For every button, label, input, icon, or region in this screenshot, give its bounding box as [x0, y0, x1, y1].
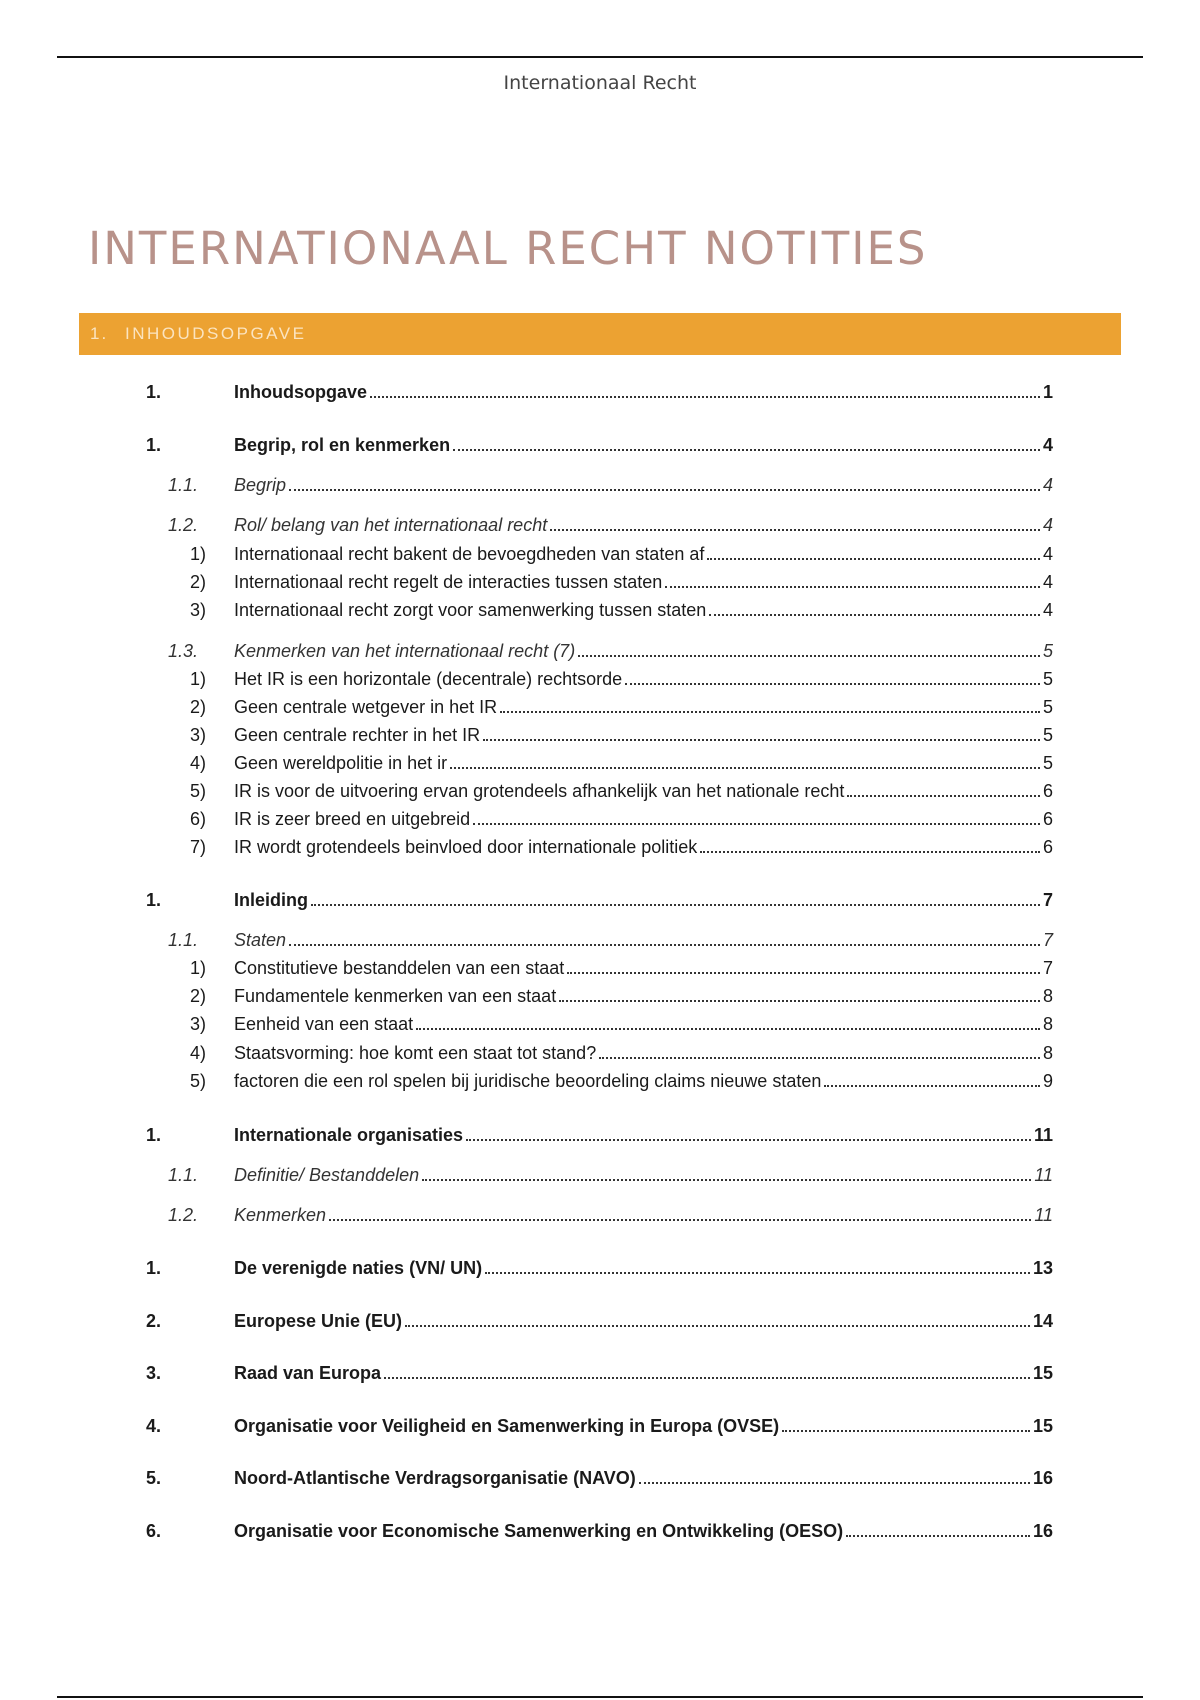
header-rule — [57, 56, 1143, 58]
toc-entry-page: 6 — [1042, 781, 1053, 801]
toc-entry-label: Definitie/ Bestanddelen — [234, 1165, 420, 1185]
toc-entry-label: Inhoudsopgave — [234, 382, 368, 402]
toc-entry-label: De verenigde naties (VN/ UN) — [234, 1258, 483, 1278]
toc-entry[interactable] — [146, 1257, 1053, 1279]
toc-dot-leader — [559, 1000, 1040, 1002]
toc-entry-page: 5 — [1042, 641, 1053, 661]
toc-dot-leader — [289, 489, 1040, 491]
toc-dot-leader — [665, 586, 1040, 588]
toc-dot-leader — [483, 739, 1040, 741]
toc-entry-page: 5 — [1042, 669, 1053, 689]
toc-entry-number: 1.2. — [168, 515, 199, 535]
toc-entry-number: 6. — [146, 1521, 162, 1541]
toc-entry[interactable] — [146, 1415, 1053, 1437]
toc-entry-label: Fundamentele kenmerken van een staat — [234, 986, 557, 1006]
toc-dot-leader — [370, 396, 1040, 398]
toc-entry-page: 4 — [1042, 475, 1053, 495]
toc-entry-number: 5) — [190, 1071, 207, 1091]
toc-entry[interactable] — [168, 1164, 1053, 1186]
toc-entry-label: IR is voor de uitvoering ervan grotendeels afhankelijk van het nationale recht — [234, 781, 845, 801]
toc-entry[interactable] — [190, 752, 1053, 774]
toc-entry[interactable] — [190, 571, 1053, 593]
toc-entry-page: 8 — [1042, 986, 1053, 1006]
toc-entry[interactable] — [190, 696, 1053, 718]
toc-entry-number: 1.2. — [168, 1205, 199, 1225]
toc-entry-number: 1.1. — [168, 1165, 199, 1185]
toc-entry[interactable] — [190, 1042, 1053, 1064]
toc-entry-number: 5. — [146, 1468, 162, 1488]
toc-entry-number: 2) — [190, 986, 207, 1006]
toc-dot-leader — [639, 1482, 1030, 1484]
running-header: Internationaal Recht — [503, 72, 697, 94]
toc-entry-number: 4. — [146, 1416, 162, 1436]
toc-entry[interactable] — [190, 836, 1053, 858]
toc-entry[interactable] — [146, 1310, 1053, 1332]
toc-entry-number: 4) — [190, 753, 207, 773]
toc-dot-leader — [384, 1377, 1030, 1379]
toc-entry[interactable] — [146, 1124, 1053, 1146]
toc-entry-label: IR is zeer breed en uitgebreid — [234, 809, 471, 829]
toc-dot-leader — [416, 1028, 1040, 1030]
toc-entry-number: 1. — [146, 890, 162, 910]
toc-entry-page: 4 — [1042, 435, 1053, 455]
toc-dot-leader — [707, 558, 1040, 560]
toc-entry-label: Internationaal recht bakent de bevoegdheden van staten af — [234, 544, 705, 564]
toc-dot-leader — [329, 1219, 1031, 1221]
toc-entry-page: 11 — [1033, 1125, 1053, 1145]
toc-entry-label: Organisatie voor Veiligheid en Samenwerking in Europa (OVSE) — [234, 1416, 780, 1436]
toc-entry-page: 7 — [1042, 930, 1053, 950]
toc-dot-leader — [709, 614, 1040, 616]
toc-entry-page: 5 — [1042, 753, 1053, 773]
toc-entry-number: 2. — [146, 1311, 162, 1331]
section-label: INHOUDSOPGAVE — [125, 324, 307, 343]
toc-entry-label: Raad van Europa — [234, 1363, 382, 1383]
toc-entry-page: 16 — [1032, 1521, 1053, 1541]
toc-dot-leader — [782, 1430, 1030, 1432]
toc-entry-number: 7) — [190, 837, 207, 857]
toc-entry-number: 1.3. — [168, 641, 199, 661]
toc-entry-label: Begrip — [234, 475, 287, 495]
toc-entry-number: 2) — [190, 697, 207, 717]
toc-entry-page: 11 — [1034, 1165, 1053, 1185]
toc-entry-label: Geen wereldpolitie in het ir — [234, 753, 448, 773]
toc-entry-page: 15 — [1032, 1363, 1053, 1383]
toc-dot-leader — [550, 529, 1040, 531]
toc-entry-label: Organisatie voor Economische Samenwerking en Ontwikkeling (OESO) — [234, 1521, 844, 1541]
toc-entry-number: 3) — [190, 1014, 207, 1034]
toc-entry-label: Noord-Atlantische Verdragsorganisatie (NAVO) — [234, 1468, 636, 1488]
toc-dot-leader — [846, 1535, 1030, 1537]
toc-dot-leader — [625, 683, 1040, 685]
toc-entry-label: Geen centrale rechter in het IR — [234, 725, 481, 745]
toc-entry-page: 4 — [1042, 572, 1053, 592]
toc-entry-page: 8 — [1042, 1043, 1053, 1063]
toc-entry-number: 1. — [146, 435, 162, 455]
toc-dot-leader — [578, 655, 1040, 657]
toc-entry-number: 1.1. — [168, 475, 199, 495]
toc-dot-leader — [473, 823, 1040, 825]
toc-entry-page: 13 — [1032, 1258, 1053, 1278]
toc-entry-page: 1 — [1042, 382, 1053, 402]
toc-dot-leader — [466, 1139, 1031, 1141]
toc-entry[interactable] — [190, 808, 1053, 830]
toc-entry[interactable] — [190, 599, 1053, 621]
toc-entry-page: 4 — [1042, 544, 1053, 564]
toc-entry-number: 1. — [146, 382, 162, 402]
toc-dot-leader — [311, 904, 1040, 906]
toc-dot-leader — [847, 795, 1040, 797]
toc-entry[interactable] — [146, 1467, 1053, 1489]
toc-entry-number: 3) — [190, 600, 207, 620]
toc-entry[interactable] — [146, 434, 1053, 456]
toc-entry[interactable] — [190, 957, 1053, 979]
toc-entry[interactable] — [190, 724, 1053, 746]
toc-entry[interactable] — [146, 889, 1053, 911]
toc-dot-leader — [599, 1057, 1040, 1059]
section-heading-bar — [79, 313, 1121, 355]
toc-entry-page: 8 — [1042, 1014, 1053, 1034]
toc-entry-label: Staatsvorming: hoe komt een staat tot stand? — [234, 1043, 597, 1063]
toc-dot-leader — [500, 711, 1040, 713]
toc-entry[interactable] — [190, 985, 1053, 1007]
toc-dot-leader — [824, 1085, 1040, 1087]
toc-entry[interactable] — [168, 640, 1053, 662]
toc-entry-number: 1. — [146, 1125, 162, 1145]
toc-entry-label: Internationaal recht regelt de interacties tussen staten — [234, 572, 663, 592]
toc-entry-page: 14 — [1032, 1311, 1053, 1331]
toc-entry-number: 4) — [190, 1043, 207, 1063]
toc-entry-label: Begrip, rol en kenmerken — [234, 435, 451, 455]
toc-entry-number: 1) — [190, 958, 207, 978]
toc-dot-leader — [453, 449, 1040, 451]
toc-entry-number: 1. — [146, 1258, 162, 1278]
toc-entry-page: 6 — [1042, 809, 1053, 829]
toc-dot-leader — [700, 851, 1040, 853]
toc-entry[interactable] — [190, 780, 1053, 802]
footer-rule — [57, 1696, 1143, 1698]
toc-entry-page: 4 — [1042, 515, 1053, 535]
toc-entry[interactable] — [168, 1204, 1053, 1226]
toc-entry-number: 1) — [190, 669, 207, 689]
toc-entry-label: Geen centrale wetgever in het IR — [234, 697, 498, 717]
toc-entry[interactable] — [168, 474, 1053, 496]
toc-entry-page: 7 — [1042, 958, 1053, 978]
toc-entry[interactable] — [190, 543, 1053, 565]
toc-entry-label: Rol/ belang van het internationaal recht — [234, 515, 548, 535]
toc-entry[interactable] — [146, 1520, 1053, 1542]
toc-entry[interactable] — [190, 1013, 1053, 1035]
toc-dot-leader — [567, 972, 1040, 974]
toc-entry-number: 5) — [190, 781, 207, 801]
toc-entry-number: 1.1. — [168, 930, 199, 950]
toc-entry-page: 15 — [1032, 1416, 1053, 1436]
toc-dot-leader — [289, 944, 1040, 946]
toc-entry-page: 4 — [1042, 600, 1053, 620]
toc-entry-number: 1) — [190, 544, 207, 564]
toc-entry-page: 5 — [1042, 697, 1053, 717]
toc-entry-page: 11 — [1034, 1205, 1053, 1225]
toc-entry[interactable] — [168, 514, 1053, 536]
toc-entry-label: Kenmerken van het internationaal recht (7) — [234, 641, 576, 661]
toc-entry-number: 2) — [190, 572, 207, 592]
toc-entry-page: 5 — [1042, 725, 1053, 745]
section-number: 1. — [90, 324, 109, 343]
toc-entry-page: 7 — [1042, 890, 1053, 910]
toc-entry[interactable] — [146, 1362, 1053, 1384]
toc-entry-number: 3. — [146, 1363, 162, 1383]
toc-entry-label: Europese Unie (EU) — [234, 1311, 403, 1331]
toc-entry-page: 9 — [1042, 1071, 1053, 1091]
toc-entry-label: Constitutieve bestanddelen van een staat — [234, 958, 565, 978]
toc-dot-leader — [485, 1272, 1030, 1274]
toc-entry-label: Staten — [234, 930, 287, 950]
toc-dot-leader — [422, 1179, 1031, 1181]
toc-dot-leader — [405, 1325, 1030, 1327]
toc-entry-page: 6 — [1042, 837, 1053, 857]
toc-entry-label: Kenmerken — [234, 1205, 327, 1225]
toc-entry-page: 16 — [1032, 1468, 1053, 1488]
toc-entry-label: Internationale organisaties — [234, 1125, 464, 1145]
toc-entry-label: Internationaal recht zorgt voor samenwerking tussen staten — [234, 600, 707, 620]
toc-entry[interactable] — [190, 1070, 1053, 1092]
toc-entry[interactable] — [168, 929, 1053, 951]
toc-entry-label: factoren die een rol spelen bij juridische beoordeling claims nieuwe staten — [234, 1071, 822, 1091]
toc-entry-number: 3) — [190, 725, 207, 745]
toc-entry-label: IR wordt grotendeels beinvloed door internationale politiek — [234, 837, 698, 857]
toc-entry-number: 6) — [190, 809, 207, 829]
toc-entry-label: Het IR is een horizontale (decentrale) rechtsorde — [234, 669, 623, 689]
document-title: INTERNATIONAAL RECHT NOTITIES — [88, 222, 928, 275]
toc-entry-label: Inleiding — [234, 890, 308, 910]
toc-dot-leader — [450, 767, 1040, 769]
toc-entry[interactable] — [190, 668, 1053, 690]
toc-entry-label: Eenheid van een staat — [234, 1014, 414, 1034]
toc-entry[interactable] — [146, 381, 1053, 403]
